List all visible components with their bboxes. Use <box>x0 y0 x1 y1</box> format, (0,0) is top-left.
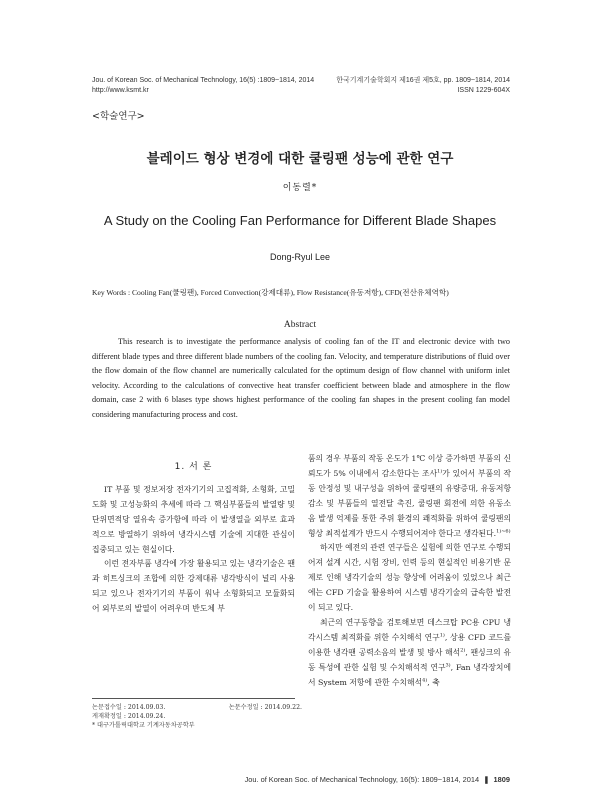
text-run: 품의 경우 부품의 작동 온도가 1℃ 이상 증가하면 부품의 신뢰도가 5% 이내에서 감소한다는 조사 <box>308 454 511 478</box>
keywords: Key Words : Cooling Fan(쿨링팬), Forced Convection(강제대류), Flow Resistance(유동저항), CFD(전산유체역학) <box>92 288 449 297</box>
page-number: 1809 <box>493 775 510 784</box>
footer-citation: Jou. of Korean Soc. of Mechanical Technology, 16(5): 1809~1814, 2014 <box>244 775 480 784</box>
left-column <box>92 460 295 617</box>
intro-paragraph-1: IT 부품 및 정보저장 전자기기의 고집적화, 소형화, 고밀도화 및 고성능화의 추세에 따라 그 핵심부품들의 발열량 및 단위면적당 열유속 증가함에 따라 이 발생열을 외부로 효과적으로 방열하기 위하여 냉각시스템 기술에 지대한 관심이 집중되고 있는 현실이다. <box>92 484 295 554</box>
footnote-divider <box>92 698 295 699</box>
citation-ref: 2) <box>460 647 466 654</box>
revised-date: 논문수정일 : 2014.09.22. <box>228 704 302 711</box>
journal-citation-ko: 한국기계기술학회지 제16권 제5호, pp. 1809~1814, 2014 <box>336 77 510 84</box>
citation-ref: 1)~6) <box>496 527 511 534</box>
intro-paragraph-2-cont <box>308 452 511 541</box>
journal-url[interactable]: http://www.ksmt.kr <box>92 87 149 94</box>
text-run: , Fan 냉각장치에서 System 저항에 관한 수치해석 <box>308 662 511 687</box>
footnote <box>92 703 302 731</box>
author-korean: 이동렬* <box>282 183 318 193</box>
footnote-dates <box>92 703 302 712</box>
page-footer <box>245 775 510 784</box>
text-run: 가 있어서 부품의 작동 안정성 및 내구성을 위하여 쿨링팬의 유량증대, 유동저항 감소 및 부품들의 열전달 촉진, 쿨링팬 회전에 의한 유동소음 발생 억제를 통한 주위 환경의 쾌적화를 위하여 쿨링팬의 형상 최적설계가 반드시 수행되어져야 한다고 생각된다. <box>308 468 511 538</box>
journal-issn: ISSN 1229-604X <box>457 87 510 94</box>
journal-citation-en: Jou. of Korean Soc. of Mechanical Technology, 16(5) :1809~1814, 2014 <box>92 77 315 84</box>
accepted-date: 게재확정일 : 2014.09.24. <box>92 713 166 721</box>
right-column <box>308 452 511 691</box>
citation-ref: 1) <box>439 632 445 639</box>
intro-paragraph-2: 이런 전자부품 냉각에 가장 활용되고 있는 냉각기술은 팬과 히트싱크의 조합에 의한 강제대류 냉각방식이 널리 사용되고 있으나 전자기기의 부품이 워낙 소형화되고 모듈화되어 외부로의 발열이 어려우며 반도체 부 <box>92 559 295 614</box>
title-english: A Study on the Cooling Fan Performance for Different Blade Shapes <box>103 213 497 228</box>
journal-header-left <box>92 76 314 96</box>
text-run: 최근의 연구동향을 검토해보면 데스크탑 PC용 CPU 냉각시스템 최적화를 위한 수치해석 연구 <box>308 617 511 642</box>
text-run: , 축 <box>427 677 440 687</box>
abstract-title: Abstract <box>283 320 317 330</box>
intro-paragraph-3: 하지만 예전의 관련 연구들은 실험에 의한 연구로 수행되어져 설계 시간, 시험 장비, 인력 등의 현실적인 비용기반 문제로 인해 냉각기술의 성능 향상에 어려움이 있었으나 최근에는 CFD 기술을 활용하여 시스템 냉각기술의 급속한 발전이 되고 있다. <box>308 543 511 613</box>
abstract-body: This research is to investigate the performance analysis of cooling fan of the IT and electronic device with two different blade types and three different blade numbers of the cooling fan. Velocity, and temperature distributions of fluid over the flow domain of the flow channel are numerically calculated for the optimum design of flow channel with uniform inlet velocity. According to the calculations of convective heat transfer coefficient between blade and atmosphere in the flow domain, case 2 with 6 blases type shows highest performance of the cooling fan shapes in the present cooling fan model considering manufacturing process and cost. <box>92 337 510 419</box>
citation-ref: 1) <box>437 468 443 475</box>
author-english: Dong-Ryul Lee <box>269 252 331 262</box>
citation-ref: 3) <box>445 662 451 669</box>
footer-separator: ❚ <box>481 775 492 784</box>
intro-paragraph-4 <box>308 616 511 691</box>
section-heading-introduction: 1. 서 론 <box>174 462 213 472</box>
title-korean: 블레이드 형상 변경에 대한 쿨링팬 성능에 관한 연구 <box>146 151 454 167</box>
received-date: 논문접수일 : 2014.09.03. <box>92 704 166 711</box>
article-category: <학술연구> <box>92 111 145 122</box>
text-run: , 상용 CFD 코드를 이용한 냉각팬 공력소음의 발생 및 방사 해석 <box>308 632 512 657</box>
citation-ref: 4) <box>422 677 428 683</box>
text-run: , 팬싱크의 유동 특성에 관한 실험 및 수치해석적 연구 <box>308 647 511 672</box>
author-affiliation: * 대구가톨릭대학교 기계자동차공학부 <box>92 722 195 730</box>
journal-header-right <box>336 76 510 96</box>
